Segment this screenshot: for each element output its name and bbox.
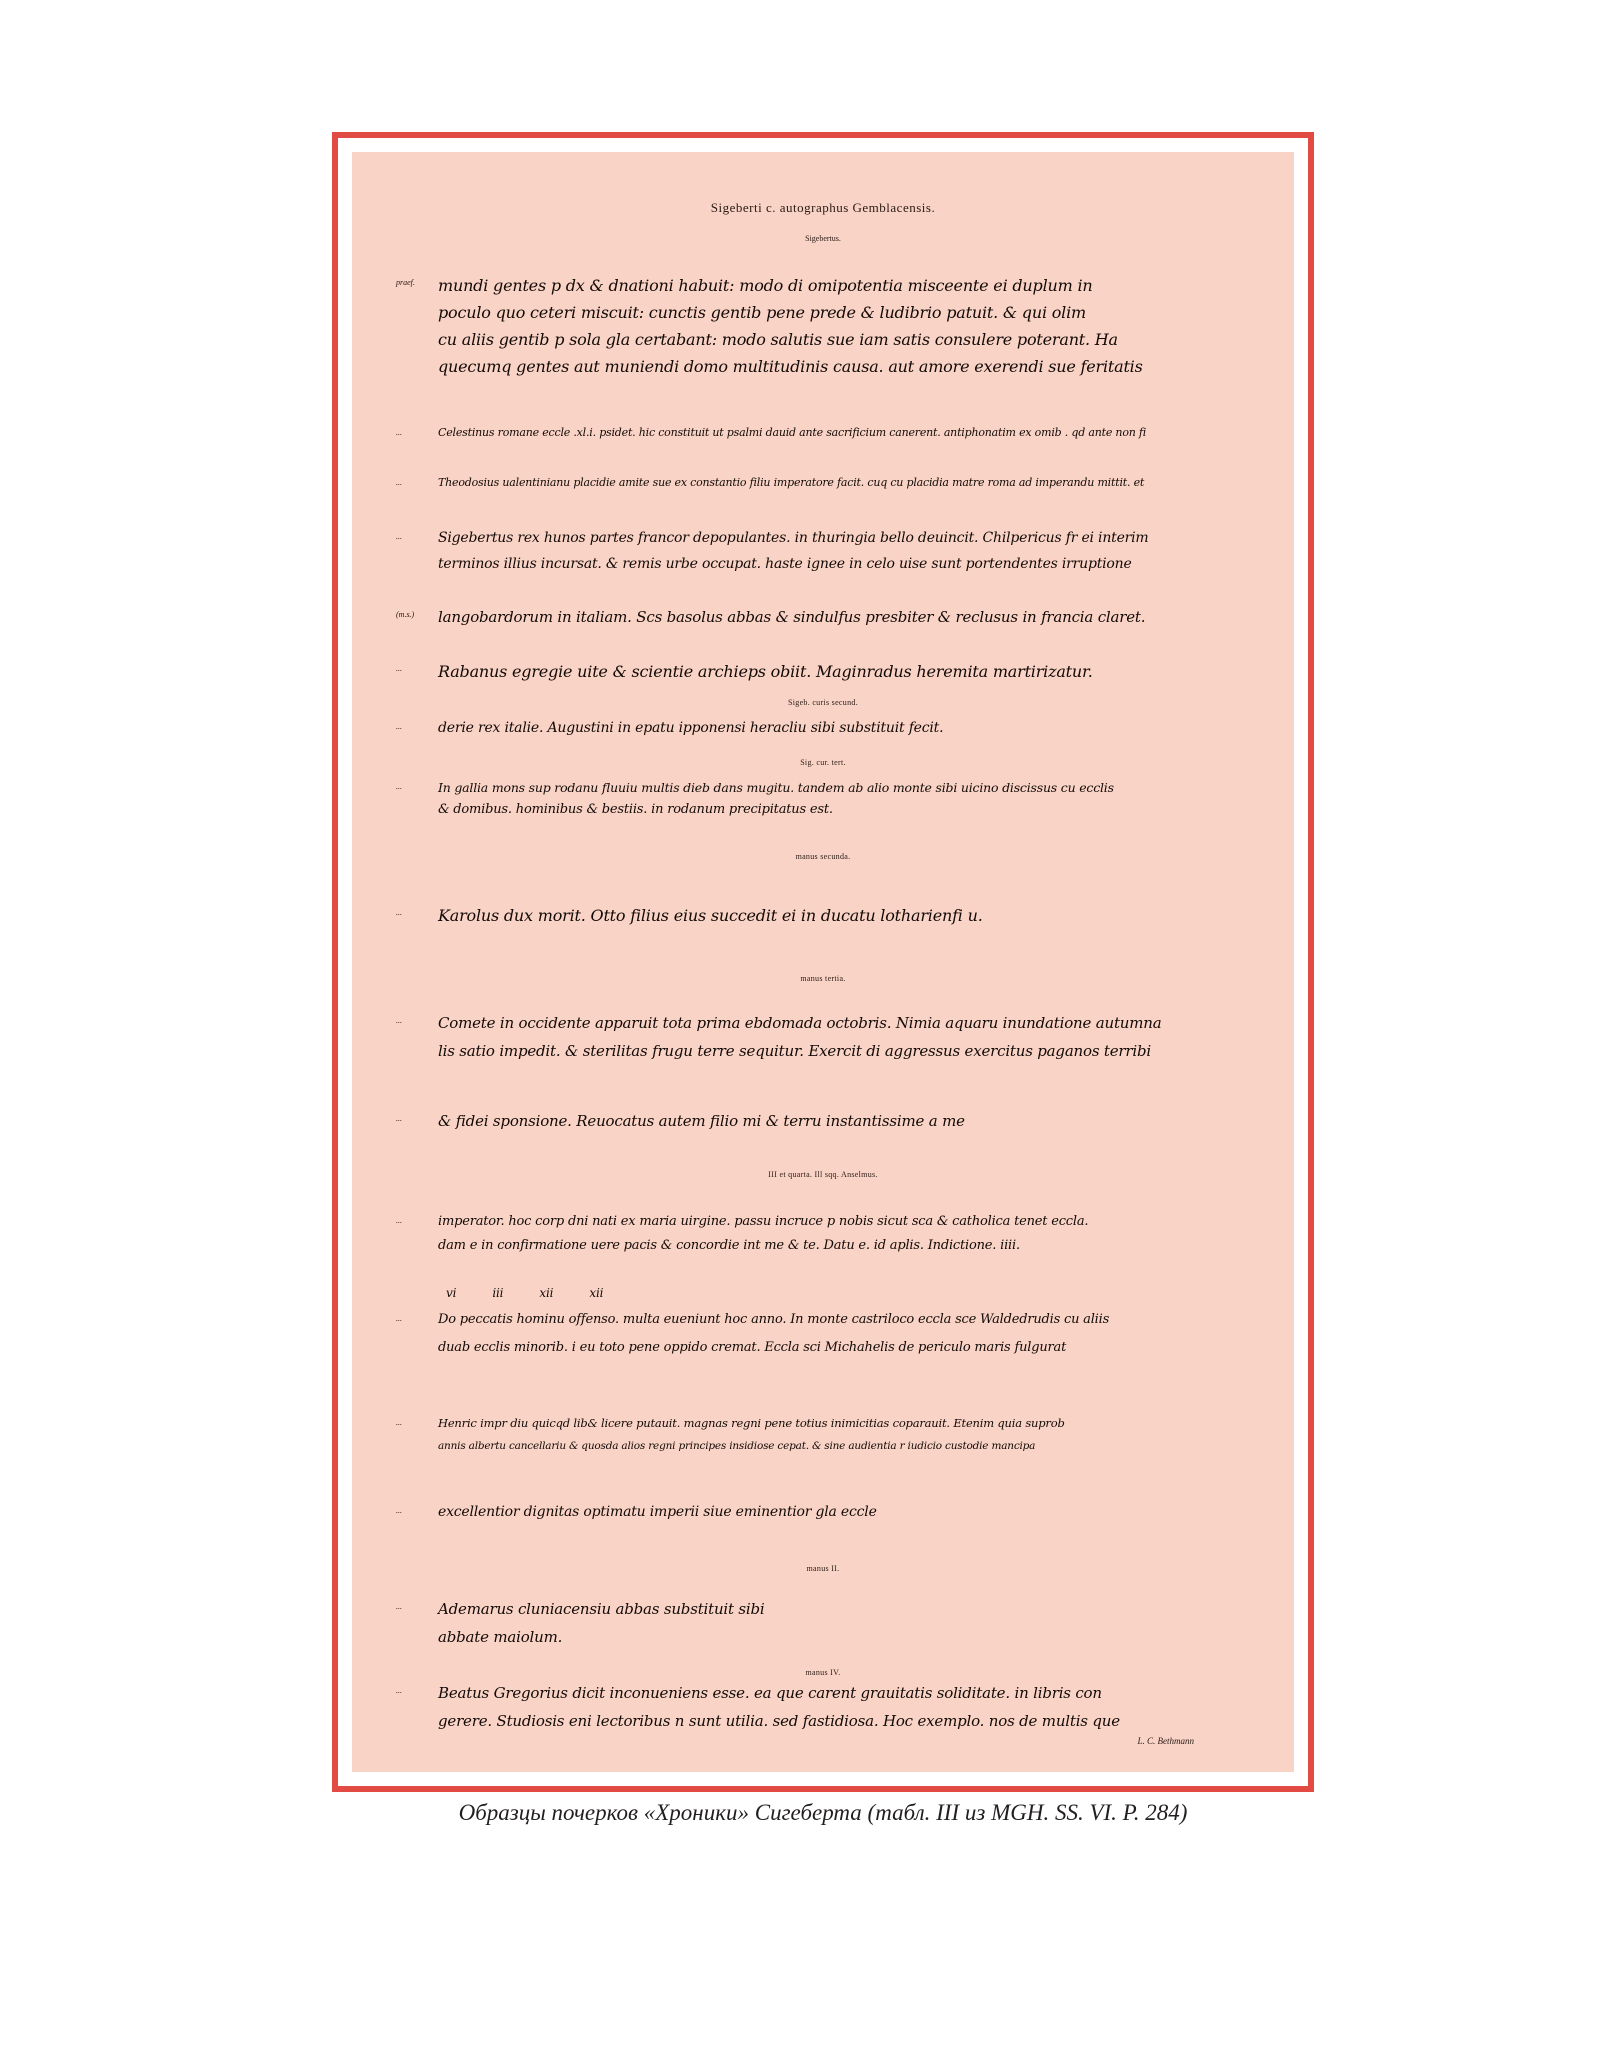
- manuscript-line: Karolus dux morit. Otto filius eius succedit ei in ducatu lotharienfi u.: [438, 906, 983, 925]
- margin-note: ...: [396, 532, 402, 541]
- manuscript-line: & domibus. hominibus & bestiis. in rodanum precipitatus est.: [438, 802, 833, 817]
- margin-note: ...: [396, 722, 402, 731]
- margin-note: ...: [396, 1506, 402, 1515]
- hand-label: Sig. cur. tert.: [800, 758, 846, 767]
- manuscript-line: Ademarus cluniacensiu abbas substituit sibi: [438, 1600, 765, 1618]
- manuscript-line: excellentior dignitas optimatu imperii siue eminentior gla eccle: [438, 1504, 877, 1520]
- manuscript-line: Comete in occidente apparuit tota prima ebdomada octobris. Nimia aquaru inundatione autumna: [438, 1014, 1162, 1032]
- manuscript-line: dam e in confirmatione uere pacis & concordie int me & te. Datu e. id aplis. Indictione. iiii.: [438, 1238, 1020, 1253]
- margin-note: ...: [396, 1686, 402, 1695]
- hand-label: manus secunda.: [795, 852, 851, 861]
- manuscript-line: Celestinus romane eccle .xl.i. psidet. hic constituit ut psalmi dauid ante sacrificium canerent. antiphonatim ex omib . qd ante non fi: [438, 426, 1147, 439]
- manuscript-line: annis albertu cancellariu & quosda alios regni principes insidiose cepat. & sine audientia r iudicio custodie mancipa: [438, 1440, 1036, 1452]
- manuscript-line: Beatus Gregorius dicit inconueniens esse. ea que carent grauitatis soliditate. in libris con: [438, 1684, 1102, 1702]
- manuscript-line: cu aliis gentib p sola gla certabant: modo salutis sue iam satis consulere poterant. Ha: [438, 330, 1118, 349]
- manuscript-line: Henric impr diu quicqd lib& licere putauit. magnas regni pene totius inimicitias coparauit. Etenim quia suprob: [438, 1416, 1065, 1430]
- margin-note: ...: [396, 428, 402, 437]
- margin-note: praef.: [396, 278, 415, 287]
- hand-label: Sigeb. curis secund.: [788, 698, 858, 707]
- margin-note: (m.s.): [396, 610, 415, 619]
- manuscript-line: vi iii xii xii: [446, 1286, 604, 1300]
- manuscript-line: derie rex italie. Augustini in epatu ipponensi heracliu sibi substituit fecit.: [438, 720, 944, 736]
- manuscript-line: mundi gentes p dx & dnationi habuit: modo di omipotentia misceente ei duplum in: [438, 276, 1093, 295]
- manuscript-line: gerere. Studiosis eni lectoribus n sunt utilia. sed fastidiosa. Hoc exemplo. nos de multis que: [438, 1712, 1120, 1730]
- hand-label: manus tertia.: [800, 974, 846, 983]
- plate-subtitle: Sigebertus.: [805, 234, 841, 243]
- manuscript-line: duab ecclis minorib. i eu toto pene oppido cremat. Eccla sci Michahelis de periculo maris fulgurat: [438, 1340, 1067, 1355]
- margin-note: ...: [396, 1016, 402, 1025]
- margin-note: ...: [396, 664, 402, 673]
- margin-note: ...: [396, 1602, 402, 1611]
- manuscript-line: lis satio impedit. & sterilitas frugu terre sequitur. Exercit di aggressus exercitus paganos terribi: [438, 1042, 1151, 1060]
- manuscript-line: abbate maiolum.: [438, 1628, 563, 1646]
- manuscript-line: poculo quo ceteri miscuit: cunctis gentib pene prede & ludibrio patuit. & qui olim: [438, 303, 1086, 322]
- manuscript-line: & fidei sponsione. Reuocatus autem filio mi & terru instantissime a me: [438, 1112, 965, 1130]
- margin-note: ...: [396, 1418, 402, 1427]
- margin-note: ...: [396, 782, 402, 791]
- margin-note: ...: [396, 1216, 402, 1225]
- manuscript-line: Rabanus egregie uite & scientie archieps obiit. Maginradus heremita martirizatur.: [438, 662, 1093, 681]
- hand-label: III et quarta. Ill sqq. Anselmus.: [768, 1170, 878, 1179]
- hand-label: manus IV.: [805, 1668, 841, 1677]
- margin-note: ...: [396, 478, 402, 487]
- margin-note: ...: [396, 908, 402, 917]
- editor-signature: L. C. Bethmann: [1137, 1736, 1194, 1746]
- hand-label: manus II.: [806, 1564, 840, 1573]
- manuscript-plate: [352, 152, 1294, 1772]
- manuscript-line: Do peccatis hominu offenso. multa eueniunt hoc anno. In monte castriloco eccla sce Waldedrudis cu aliis: [438, 1312, 1110, 1327]
- plate-frame: [332, 132, 1314, 1792]
- margin-note: ...: [396, 1114, 402, 1123]
- manuscript-line: langobardorum in italiam. Scs basolus abbas & sindulfus presbiter & reclusus in francia claret.: [438, 608, 1146, 626]
- plate-title: Sigeberti c. autographus Gemblacensis.: [710, 200, 936, 215]
- figure-caption: Образцы почерков «Хроники» Сигеберта (табл. III из MGH. SS. VI. P. 284): [458, 1800, 1188, 1825]
- manuscript-line: Theodosius ualentinianu placidie amite sue ex constantio filiu imperatore facit. cuq cu placidia matre roma ad imperandu mittit. et: [438, 476, 1145, 489]
- margin-note: ...: [396, 1314, 402, 1323]
- manuscript-line: In gallia mons sup rodanu fluuiu multis dieb dans mugitu. tandem ab alio monte sibi uicino discissus cu ecclis: [438, 780, 1114, 795]
- manuscript-line: terminos illius incursat. & remis urbe occupat. haste ignee in celo uise sunt portendentes irruptione: [438, 556, 1132, 572]
- manuscript-line: quecumq gentes aut muniendi domo multitudinis causa. aut amore exerendi sue feritatis: [438, 357, 1143, 376]
- manuscript-line: Sigebertus rex hunos partes francor depopulantes. in thuringia bello deuincit. Chilpericus fr ei interim: [438, 530, 1149, 546]
- manuscript-line: imperator. hoc corp dni nati ex maria uirgine. passu incruce p nobis sicut sca & catholica tenet eccla.: [438, 1214, 1089, 1229]
